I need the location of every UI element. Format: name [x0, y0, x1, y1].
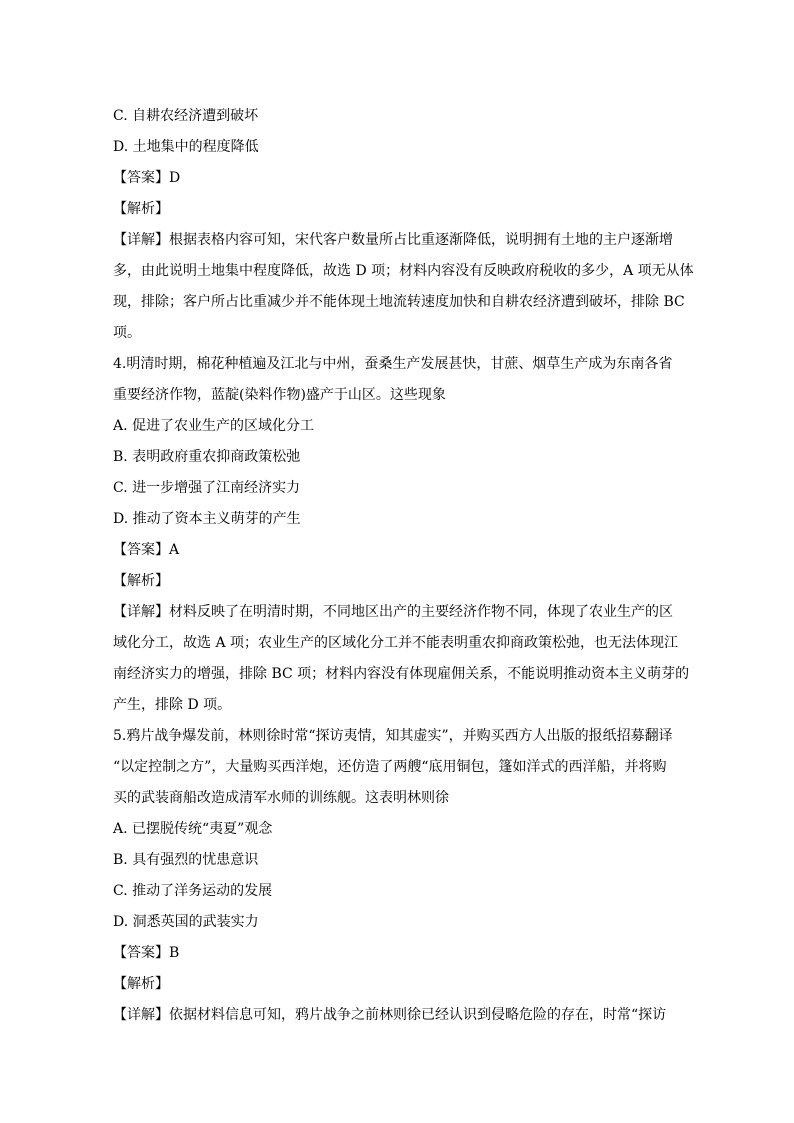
document-page	[113, 101, 694, 1031]
q4-option-c: C. 进一步增强了江南经济实力	[113, 480, 301, 496]
q5-stem-line: “以定控制之方”，大量购买西洋炮，还仿造了两艘“底用铜包，篷如洋式的西洋船，并将购	[113, 759, 667, 775]
q4-option-d: D. 推动了资本主义萌芽的产生	[113, 511, 301, 527]
q5-option-c: C. 推动了洋务运动的发展	[113, 883, 273, 899]
q5-stem-line: 买的武装商船改造成清军水师的训练舰。这表明林则徐	[113, 790, 449, 806]
q5-detail-line: 【详解】依据材料信息可知，鸦片战争之前林则徐已经认识到侵略危险的存在，时常“探访	[113, 1007, 667, 1023]
q4-stem-line: 4.明清时期，棉花种植遍及江北与中州，蚕桑生产发展甚快，甘蔗、烟草生产成为东南各省	[113, 356, 673, 372]
q5-answer: 【答案】B	[113, 945, 180, 961]
q4-detail-line: 域化分工，故选 A 项；农业生产的区域化分工并不能表明重农抑商政策松弛，也无法体现江	[113, 635, 679, 651]
q3-option-c: C. 自耕农经济遭到破坏	[113, 108, 259, 124]
q3-detail-line: 项。	[113, 325, 141, 341]
q4-analysis-label: 【解析】	[113, 573, 169, 589]
q3-detail	[113, 225, 694, 349]
q4-option-b: B. 表明政府重农抑商政策松弛	[113, 449, 301, 465]
q5-stem-line: 5.鸦片战争爆发前，林则徐时常“探访夷情，知其虚实”，并购买西方人出版的报纸招募翻译	[113, 728, 673, 744]
q4-detail-line: 南经济实力的增强，排除 BC 项；材料内容没有体现雇佣关系，不能说明推动资本主义萌芽的	[113, 666, 690, 682]
q5-analysis-label: 【解析】	[113, 976, 169, 992]
q5-option-b: B. 具有强烈的忧患意识	[113, 852, 259, 868]
q4-option-a: A. 促进了农业生产的区域化分工	[113, 418, 315, 434]
q4-detail-line: 产生，排除 D 项。	[113, 697, 232, 713]
q3-detail-line: 现，排除；客户所占比重减少并不能体现土地流转速度加快和自耕农经济遭到破坏，排除 BC	[113, 294, 685, 310]
q4-detail	[113, 597, 690, 721]
q5-detail	[113, 1000, 683, 1031]
q5-stem	[113, 721, 683, 814]
q5-option-d: D. 洞悉英国的武装实力	[113, 914, 259, 930]
q4-stem-line: 重要经济作物，蓝靛(染料作物)盛产于山区。这些现象	[113, 387, 446, 403]
q3-detail-line: 【详解】根据表格内容可知，宋代客户数量所占比重逐渐降低，说明拥有土地的主户逐渐增	[113, 232, 673, 248]
q4-answer: 【答案】A	[113, 542, 180, 558]
q4-detail-line: 【详解】材料反映了在明清时期，不同地区出产的主要经济作物不同，体现了农业生产的区	[113, 604, 673, 620]
q4-stem	[113, 349, 683, 411]
q3-option-d: D. 土地集中的程度降低	[113, 139, 259, 155]
q5-option-a: A. 已摆脱传统“夷夏”观念	[113, 821, 273, 837]
question-3	[113, 101, 694, 349]
question-5	[113, 721, 683, 1031]
q3-analysis-label: 【解析】	[113, 201, 169, 217]
q3-detail-line: 多，由此说明土地集中程度降低，故选 D 项；材料内容没有反映政府税收的多少，A 项无从体	[113, 263, 694, 279]
question-4	[113, 349, 690, 721]
q3-answer: 【答案】D	[113, 170, 181, 186]
